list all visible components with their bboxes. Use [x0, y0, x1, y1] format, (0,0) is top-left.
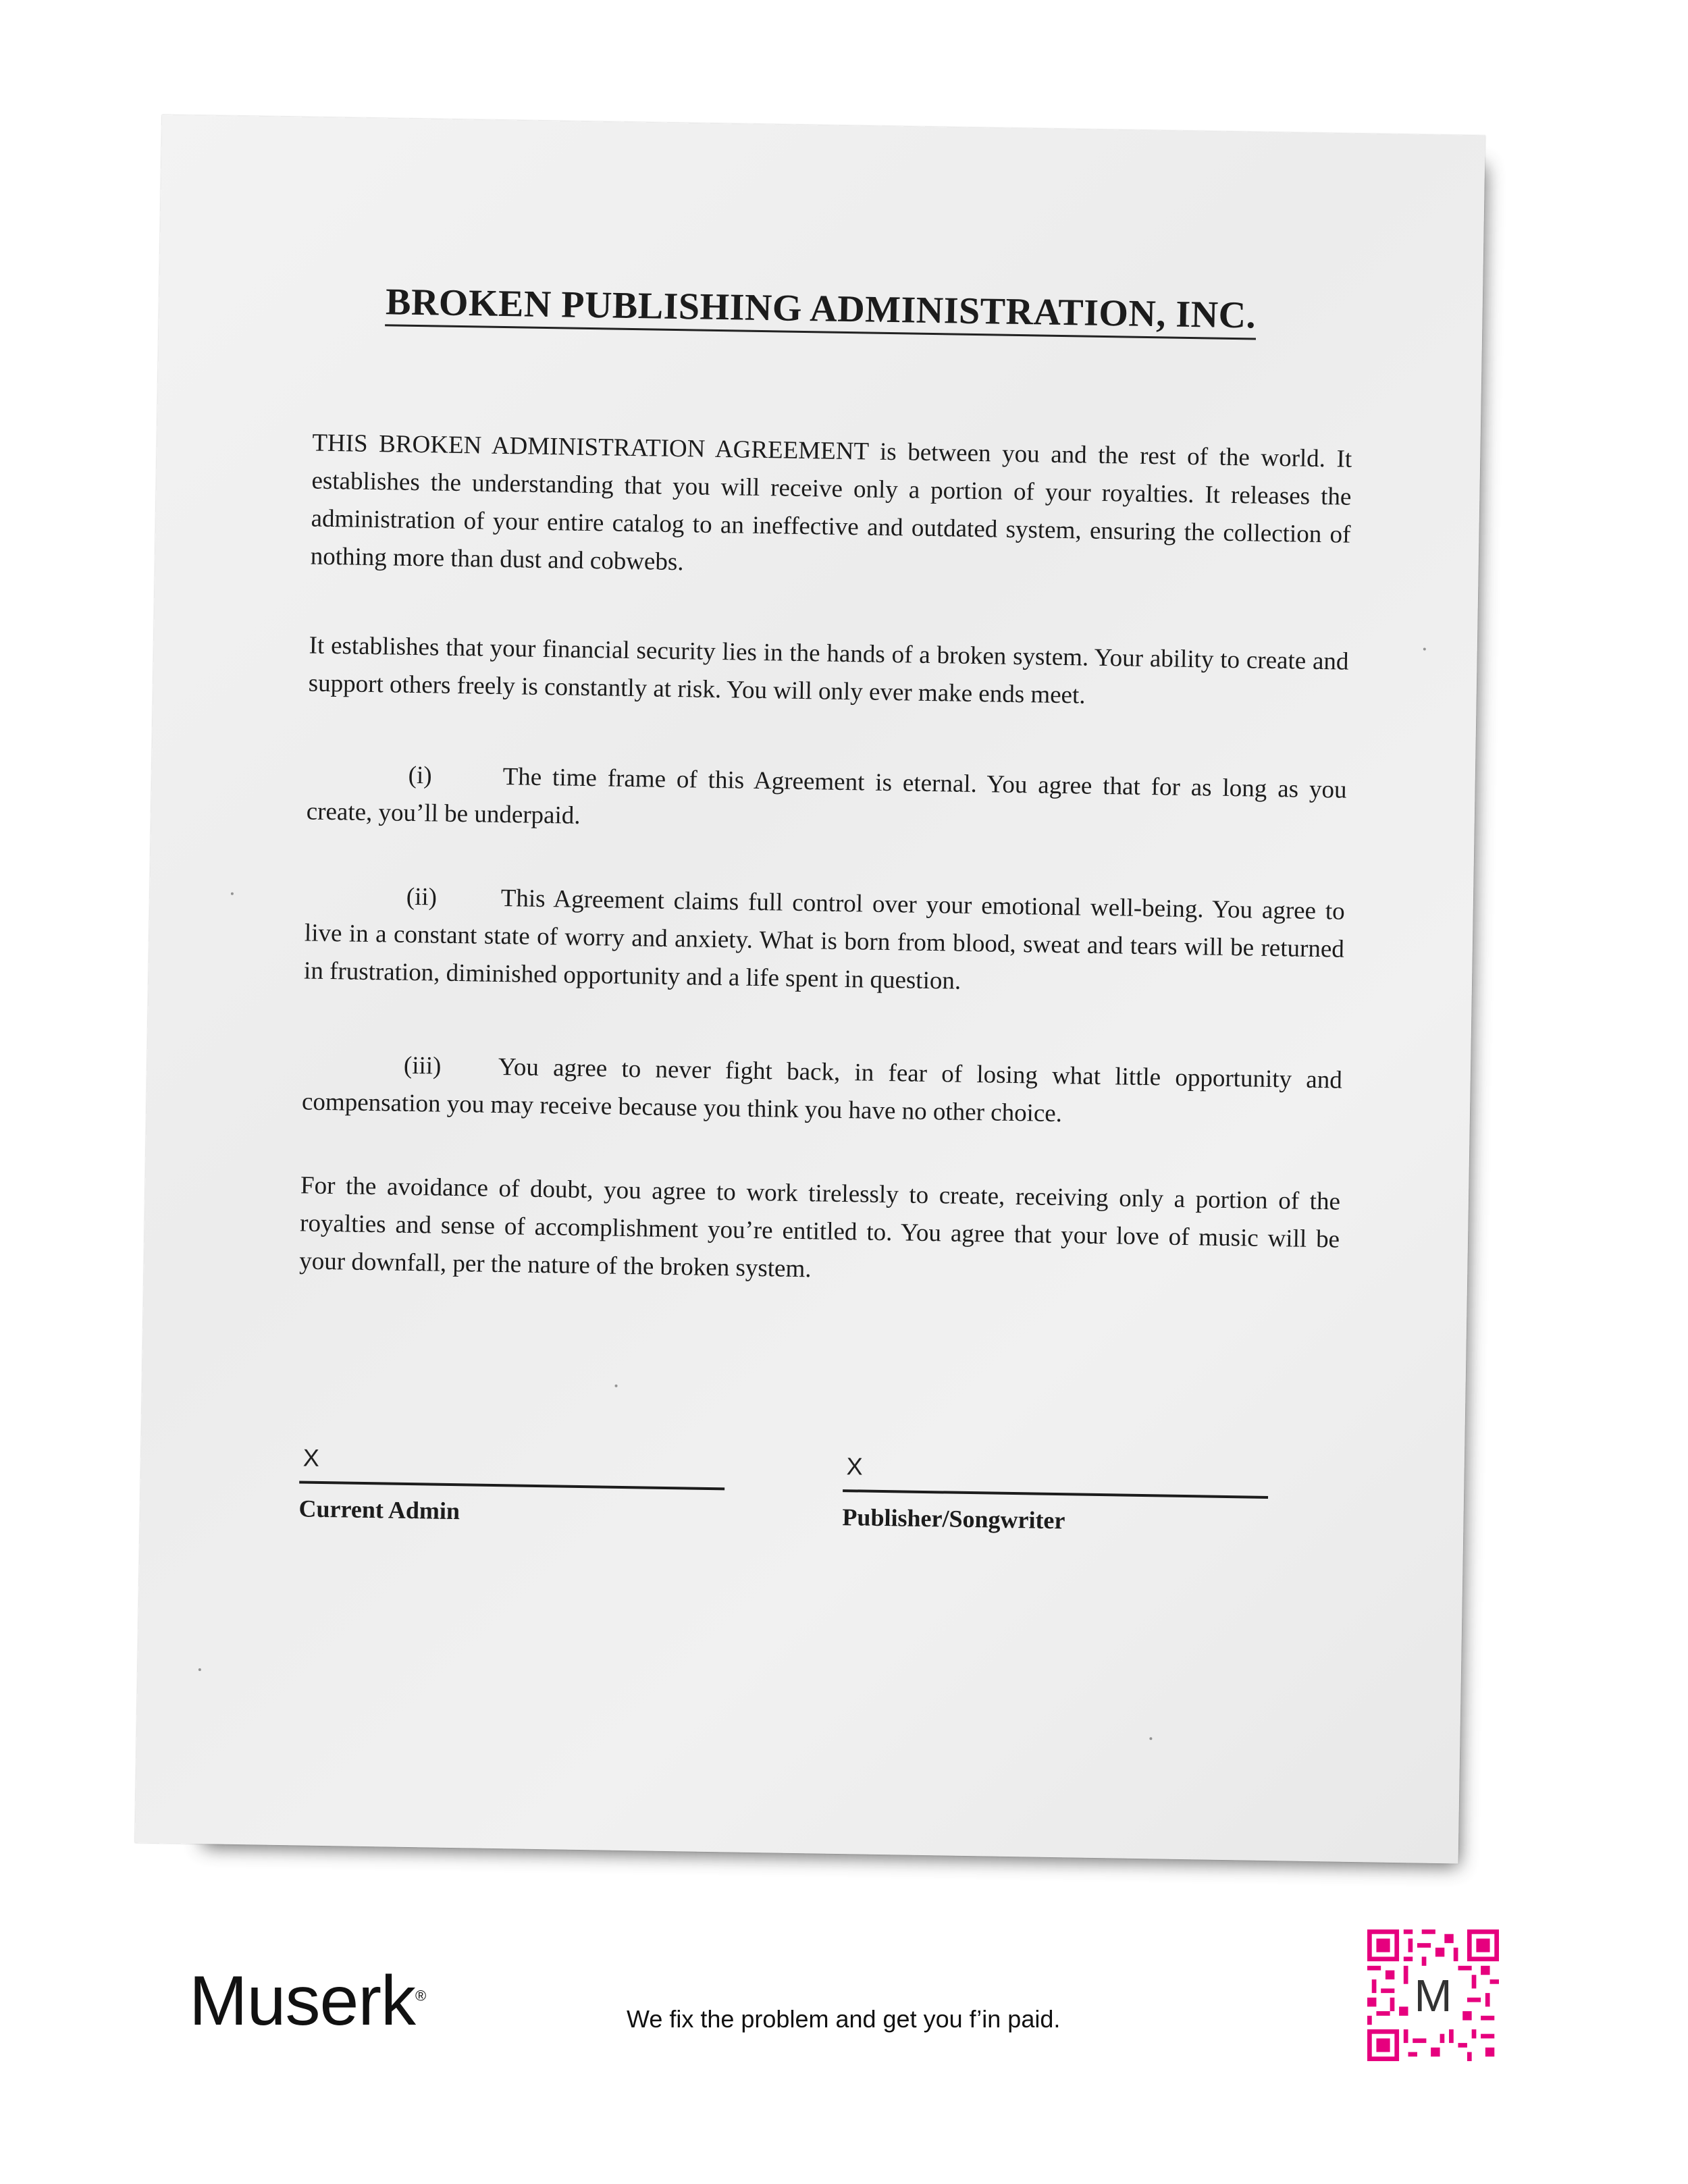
qr-code-icon[interactable]	[1367, 1929, 1499, 2061]
speck	[231, 893, 234, 895]
clause-i	[306, 755, 1347, 847]
speck	[614, 1385, 617, 1387]
speck	[199, 1668, 201, 1671]
clause-text: This Agreement claims full control over your emotional well-being. You agree to live in a constant state of worry and anxiety. What is born from blood, sweat and tears will be returned in frustration, diminished opportunity and a life spent in question.	[303, 884, 1346, 995]
clause-iii	[302, 1045, 1343, 1137]
trademark-mark: ®	[415, 1987, 426, 2004]
closing-paragraph: For the avoidance of doubt, you agree to work tirelessly to create, receiving only a portion of the royalties and sense of accomplishment you’re entitled to. You agree that your love of music will be your downfall, per the nature of the broken system.	[299, 1171, 1341, 1283]
document-title-text: BROKEN PUBLISHING ADMINISTRATION, INC.	[386, 281, 1257, 340]
signature-line[interactable]	[843, 1489, 1268, 1499]
speck	[1423, 647, 1426, 650]
document-title	[159, 277, 1483, 341]
tagline: We fix the problem and get you f’in paid.	[627, 2005, 1061, 2033]
clause-text: The time frame of this Agreement is eternal. You agree that for as long as you create, you’ll be underpaid.	[306, 763, 1347, 830]
clause-number: (iii)	[403, 1051, 442, 1080]
clause-number: (i)	[408, 761, 432, 790]
signature-mark: X	[302, 1443, 320, 1472]
signature-label-publisher: Publisher/Songwriter	[842, 1503, 1065, 1535]
financial-paragraph: It establishes that your financial security lies in the hands of a broken system. Your ability to create and support others freely is constantly at risk. You will only ever make ends meet.	[308, 631, 1349, 710]
brand-name: Muserk	[189, 1962, 415, 2040]
intro-paragraph: THIS BROKEN ADMINISTRATION AGREEMENT is between you and the rest of the world. It establishes the understanding that you will receive only a portion of your royalties. It releases the administration of your entire catalog to an ineffective and outdated system, ensuring the collection of nothing more than dust and cobwebs.	[310, 429, 1352, 577]
speck	[1149, 1737, 1152, 1740]
clause-text: You agree to never fight back, in fear of losing what little opportunity and compensation you may receive because you think you have no other choice.	[301, 1053, 1343, 1128]
clause-ii	[304, 876, 1345, 1006]
signature-label-admin: Current Admin	[298, 1495, 460, 1525]
qr-center-letter: M	[1414, 1971, 1452, 2022]
muserk-logo	[189, 1961, 425, 2042]
signature-mark: X	[846, 1452, 864, 1481]
signature-line[interactable]	[299, 1481, 724, 1490]
agreement-paper	[135, 115, 1485, 1863]
clause-number: (ii)	[406, 882, 438, 911]
